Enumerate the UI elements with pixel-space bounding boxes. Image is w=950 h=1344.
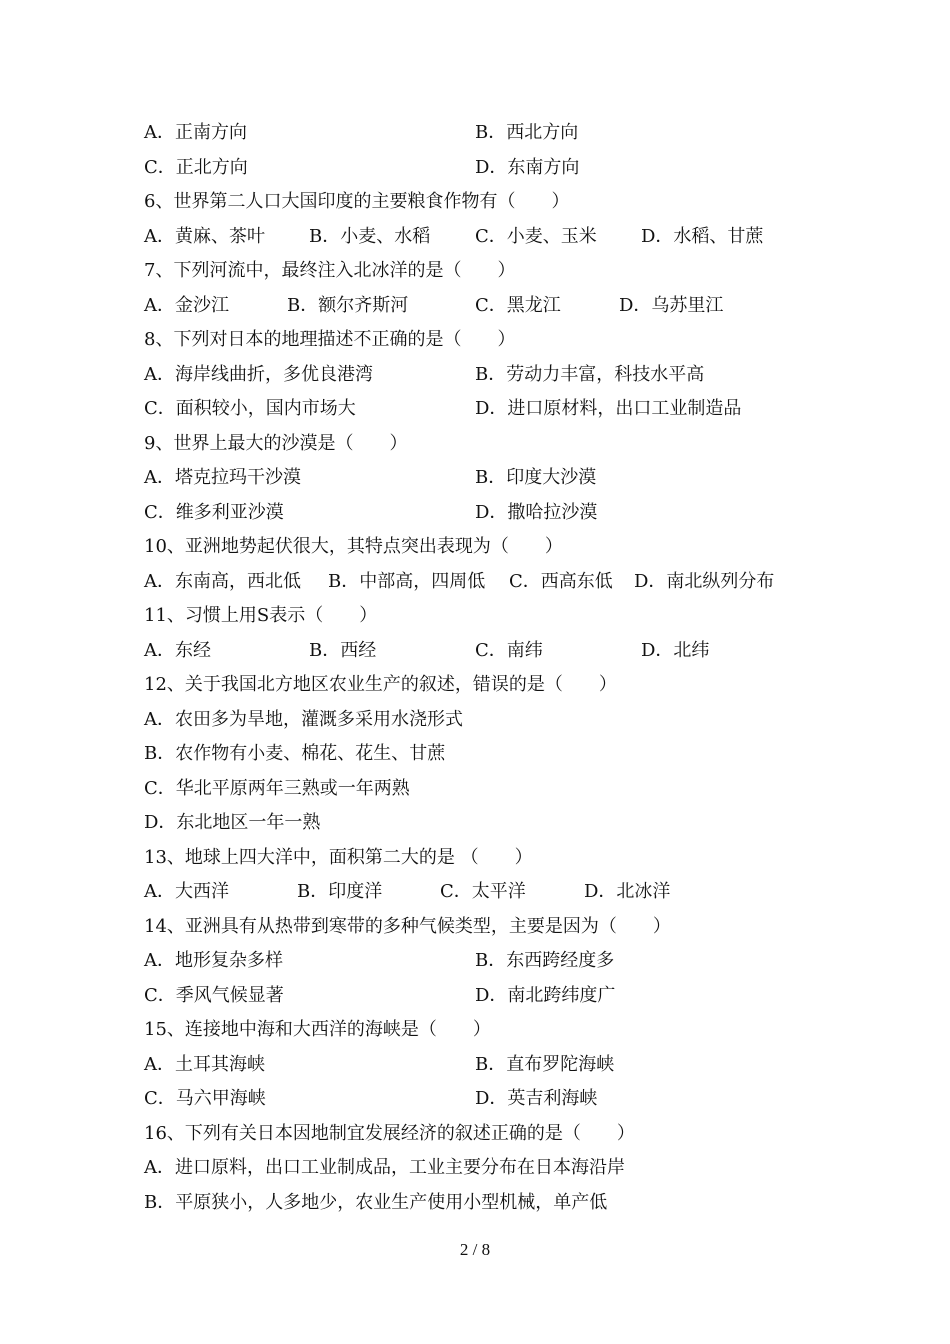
option: D．水稻、甘蔗	[641, 225, 764, 247]
option: B．印度大沙漠	[475, 467, 597, 488]
option: A．塔克拉玛干沙漠	[144, 467, 301, 488]
text-line: A．进口原料，出口工业制成品，工业主要分布在日本海沿岸	[144, 1157, 625, 1178]
option: B．额尔齐斯河	[287, 294, 409, 316]
option: C．季风气候显著	[144, 984, 284, 1006]
option-row	[144, 1082, 824, 1117]
option: C．正北方向	[144, 156, 248, 178]
option: C．小麦、玉米	[475, 225, 597, 247]
option: C．西高东低	[509, 570, 613, 592]
option: A．地形复杂多样	[144, 950, 283, 971]
text-line: B．农作物有小麦、棉花、花生、甘蔗	[144, 743, 446, 764]
text-line: 14、亚洲具有从热带到寒带的多种气候类型，主要是因为（ ）	[144, 915, 671, 937]
option: C．面积较小，国内市场大	[144, 398, 356, 419]
option: B．中部高，四周低	[328, 570, 486, 592]
option: D．英吉利海峡	[475, 1088, 598, 1109]
option: B．劳动力丰富，科技水平高	[475, 363, 705, 385]
option: D．南北跨纬度广	[475, 984, 616, 1006]
option: A．大西洋	[144, 881, 229, 902]
option: D．进口原材料，出口工业制造品	[475, 398, 742, 419]
option-row	[144, 634, 824, 669]
option: D．南北纵列分布	[634, 570, 775, 592]
option-row	[144, 151, 824, 186]
option: C．马六甲海峡	[144, 1088, 266, 1109]
text-line: 9、世界上最大的沙漠是（ ）	[144, 432, 408, 454]
option-row	[144, 979, 824, 1014]
option-row	[144, 392, 824, 427]
option: B．西北方向	[475, 122, 579, 143]
option: D．乌苏里江	[619, 294, 724, 316]
option-row	[144, 875, 824, 910]
option: B．印度洋	[297, 881, 383, 902]
option-row	[144, 1048, 824, 1083]
option: D．撒哈拉沙漠	[475, 501, 598, 523]
option: C．太平洋	[440, 881, 526, 902]
option: B．直布罗陀海峡	[475, 1053, 615, 1075]
text-line: C．华北平原两年三熟或一年两熟	[144, 777, 410, 799]
option: C．黑龙江	[475, 294, 561, 316]
option: A．土耳其海峡	[144, 1053, 265, 1075]
question-list	[144, 116, 824, 1220]
option-row	[144, 944, 824, 979]
option: D．东南方向	[475, 156, 580, 178]
option-row	[144, 461, 824, 496]
option: A．海岸线曲折，多优良港湾	[144, 363, 373, 385]
text-line: 10、亚洲地势起伏很大，其特点突出表现为（ ）	[144, 536, 563, 557]
option-row	[144, 565, 824, 600]
text-line: 12、关于我国北方地区农业生产的叙述，错误的是（ ）	[144, 674, 617, 695]
text-line: 6、世界第二人口大国印度的主要粮食作物有（ ）	[144, 191, 570, 212]
text-line: 13、地球上四大洋中，面积第二大的是 （ ）	[144, 846, 533, 868]
option: A．黄麻、茶叶	[144, 225, 265, 247]
text-line: B．平原狭小，人多地少，农业生产使用小型机械，单产低	[144, 1191, 608, 1213]
option-row	[144, 220, 824, 255]
option: B．西经	[309, 639, 377, 661]
text-line: 11、习惯上用S表示（ ）	[144, 605, 378, 626]
text-line: 8、下列对日本的地理描述不正确的是（ ）	[144, 329, 516, 350]
text-line: 15、连接地中海和大西洋的海峡是（ ）	[144, 1019, 491, 1040]
option: C．南纬	[475, 639, 543, 661]
text-line: A．农田多为旱地，灌溉多采用水浇形式	[144, 708, 463, 730]
option: D．北冰洋	[584, 881, 671, 902]
option: A．东南高，西北低	[144, 570, 301, 592]
option: A．金沙江	[144, 294, 229, 316]
option-row	[144, 358, 824, 393]
text-line: 16、下列有关日本因地制宜发展经济的叙述正确的是（ ）	[144, 1122, 635, 1144]
option-row	[144, 496, 824, 531]
option: A．东经	[144, 639, 211, 661]
text-line: D．东北地区一年一熟	[144, 812, 321, 833]
option: C．维多利亚沙漠	[144, 501, 284, 523]
option: A．正南方向	[144, 122, 247, 143]
option: B．东西跨经度多	[475, 950, 615, 971]
text-line: 7、下列河流中，最终注入北冰洋的是（ ）	[144, 260, 516, 281]
option-row	[144, 116, 824, 151]
option: B．小麦、水稻	[309, 225, 431, 247]
option: D．北纬	[641, 639, 710, 661]
page-number: 2 / 8	[459, 1240, 491, 1259]
option-row	[144, 289, 824, 324]
